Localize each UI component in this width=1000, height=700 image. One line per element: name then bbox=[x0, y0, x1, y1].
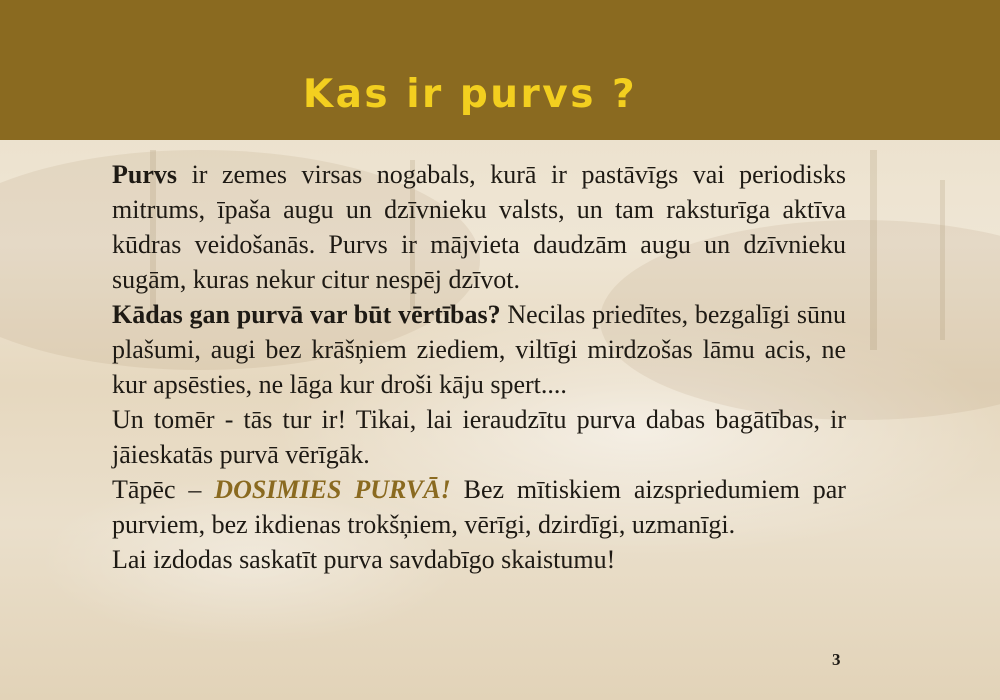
definition-text: ir zemes virsas nogabals, kurā ir pastāvīgs vai periodisks mitrums, īpaša augu un dzīvnieku valsts, un tam raksturīga aktīva kūdras veidošanās. Purvs ir mājvieta daudzām augu un dzīvnieku sugām, kuras nekur citur nespēj dzīvot. bbox=[112, 160, 846, 294]
values-question: Kādas gan purvā var būt vērtības? bbox=[112, 300, 501, 329]
paragraph-call bbox=[112, 472, 846, 542]
term-purvs: Purvs bbox=[112, 160, 177, 189]
page-title: Kas ir purvs ? bbox=[302, 72, 638, 117]
call-lead: Tāpēc – bbox=[112, 475, 215, 504]
body-text bbox=[112, 157, 846, 577]
call-highlight: DOSIMIES PURVĀ! bbox=[214, 475, 451, 504]
paragraph-however: Un tomēr - tās tur ir! Tikai, lai ieraudzītu purva dabas bagātības, ir jāieskatās purvā vērīgāk. bbox=[112, 405, 846, 469]
paragraph-definition bbox=[112, 157, 846, 297]
header-band bbox=[0, 0, 1000, 140]
paragraph-values bbox=[112, 297, 846, 402]
call-text: Bez mītiskiem aizspriedumiem par purviem, bez ikdienas trokšņiem, vērīgi, dzirdīgi, uzmanīgi. bbox=[112, 475, 846, 539]
page-number: 3 bbox=[832, 650, 841, 669]
background-tree bbox=[870, 150, 877, 350]
paragraph-closing: Lai izdodas saskatīt purva savdabīgo skaistumu! bbox=[112, 545, 616, 574]
background-tree bbox=[940, 180, 945, 340]
values-text: Necilas priedītes, bezgalīgi sūnu plašumi, augi bez krāšņiem ziediem, viltīgi mirdzošas lāmu acis, ne kur apsēsties, ne lāga kur droši kāju spert.... bbox=[112, 300, 846, 399]
